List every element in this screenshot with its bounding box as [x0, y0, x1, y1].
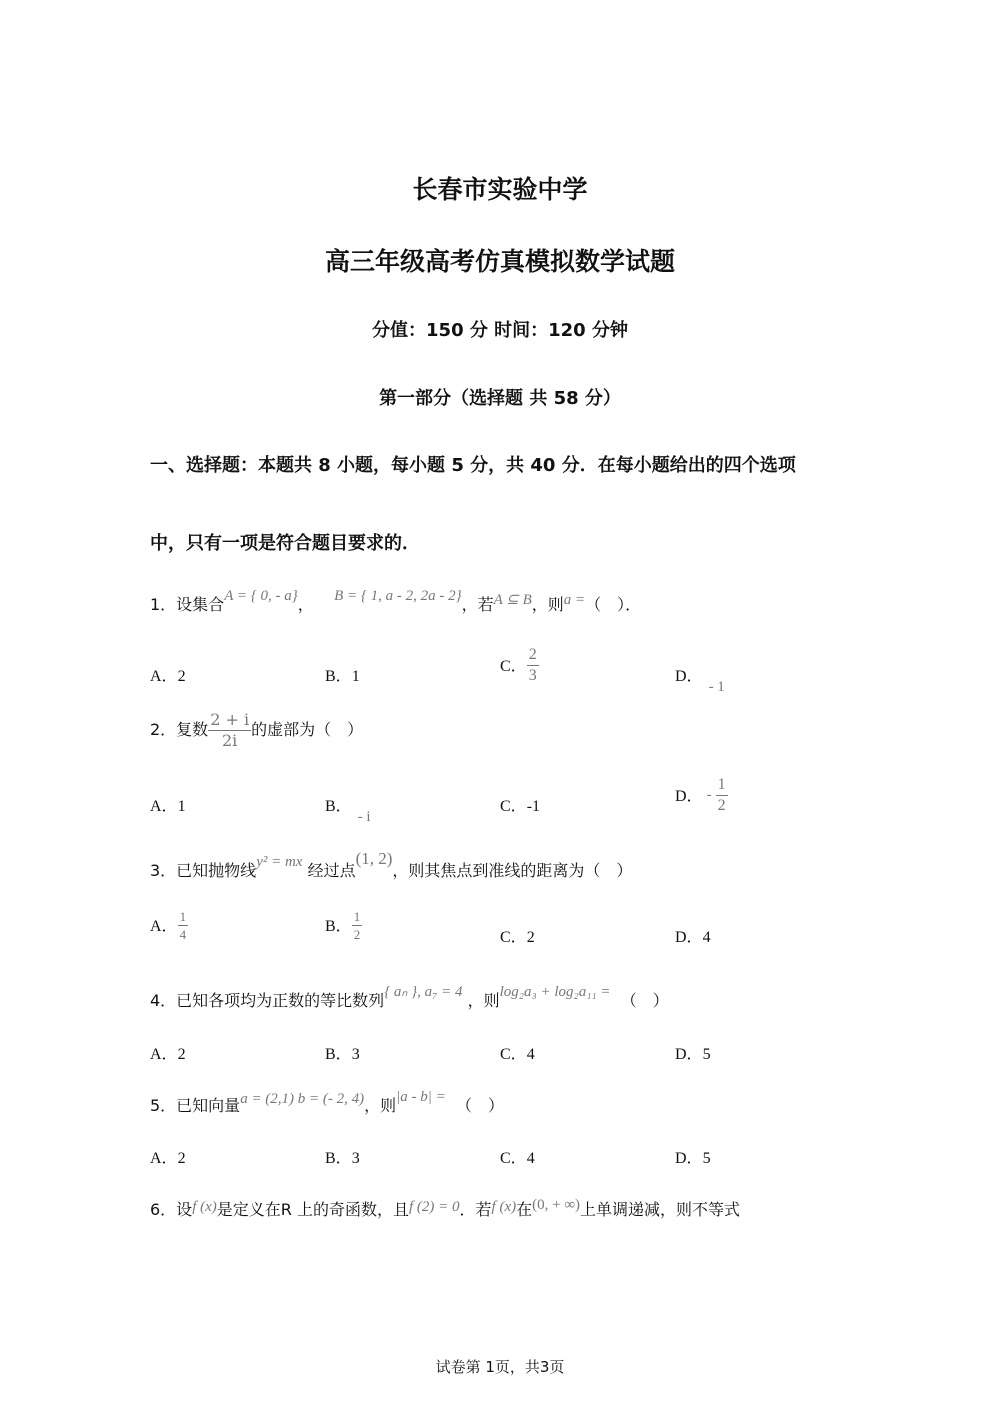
q6-interval: (0, + ∞) [532, 1197, 581, 1213]
q3-option-a[interactable]: A． $\frac{1}{4}$ [150, 909, 187, 942]
q1-sep1: ， [297, 595, 314, 614]
q1-sep2: ，若 [461, 595, 494, 614]
q5-option-a[interactable]: A．2 [150, 1150, 186, 1167]
question-2 [150, 712, 363, 749]
question-5 [150, 1089, 504, 1116]
q3-stem: 3．已知抛物线 [150, 861, 257, 880]
fraction: $\frac{1}{2}$ [353, 909, 361, 942]
q2-option-d[interactable]: D． - $\frac{1}{2}$ [675, 776, 726, 814]
q5-vectors: a = (2,1) b = (- 2, 4) [240, 1091, 365, 1107]
q2-fraction: $\frac{2 + i}{2i}$ [210, 710, 250, 750]
q5-tail: （ ） [455, 1096, 504, 1115]
part-one-heading: 第一部分（选择题 共 58 分） [379, 388, 621, 409]
q6-fx2: f (x) [491, 1199, 517, 1215]
q4-option-b[interactable]: B．3 [325, 1046, 360, 1063]
q5-option-b[interactable]: B．3 [325, 1150, 360, 1167]
q1-option-b[interactable]: B．1 [325, 668, 360, 685]
question-3 [150, 849, 633, 881]
section-instruction-line1: 一、选择题：本题共 8 小题，每小题 5 分，共 40 分．在每小题给出的四个选项 [150, 455, 796, 476]
q1-set-a: A = { 0, - a} [224, 588, 298, 604]
q3-point: (1, 2) [355, 849, 393, 868]
q5-option-c[interactable]: C．4 [500, 1150, 535, 1167]
score-time: 分值：150 分 时间：120 分钟 [372, 320, 628, 341]
q3-option-c[interactable]: C．2 [500, 929, 535, 946]
q1-tail: （ ）． [585, 595, 642, 614]
section-instruction-line2: 中，只有一项是符合题目要求的． [150, 533, 420, 554]
fraction: $\frac{2}{3}$ [528, 646, 537, 684]
q2-option-b[interactable]: B．- i [325, 798, 371, 825]
q1-option-d[interactable]: D．- 1 [675, 668, 725, 695]
q2-option-a[interactable]: A．1 [150, 798, 186, 815]
question-6 [150, 1197, 740, 1220]
question-1 [150, 588, 642, 615]
q5-option-d[interactable]: D．5 [675, 1150, 711, 1167]
q6-stem: 6．设 [150, 1200, 193, 1219]
q3-parabola: y² = mx [256, 854, 303, 870]
school-name: 长春市实验中学 [412, 175, 588, 204]
q2-tail: 的虚部为（ ） [251, 720, 364, 739]
q4-mid: ，则 [467, 991, 500, 1010]
q4-option-d[interactable]: D．5 [675, 1046, 711, 1063]
q4-log-expr: log₂a₃ + log₂a₁₁ = [499, 984, 611, 1000]
q3-option-d[interactable]: D．4 [675, 929, 711, 946]
q3-tail: ，则其焦点到准线的距离为（ ） [392, 861, 633, 880]
q1-sep3: ，则 [531, 595, 564, 614]
q4-sequence: { aₙ }, a₇ = 4 [384, 984, 463, 1000]
q3-option-b[interactable]: B． $\frac{1}{2}$ [325, 909, 361, 942]
q4-option-c[interactable]: C．4 [500, 1046, 535, 1063]
q2-stem: 2．复数 [150, 720, 209, 739]
fraction: $\frac{1}{2}$ [717, 776, 726, 814]
q6-mid1: 是定义在R 上的奇函数，且 [216, 1200, 409, 1219]
q1-a-eq: a = [563, 592, 586, 608]
q6-tail: 上单调递减，则不等式 [580, 1200, 741, 1219]
q4-option-a[interactable]: A．2 [150, 1046, 186, 1063]
page-footer: 试卷第 1页，共3页 [435, 1358, 565, 1376]
fraction: $\frac{1}{4}$ [179, 909, 187, 942]
q6-mid3: 在 [516, 1200, 533, 1219]
q4-stem: 4．已知各项均为正数的等比数列 [150, 991, 385, 1010]
exam-title: 高三年级高考仿真模拟数学试题 [324, 247, 675, 276]
q1-subset: A ⊆ B [493, 592, 532, 608]
q1-option-a[interactable]: A．2 [150, 668, 186, 685]
q6-f2: f (2) = 0 [408, 1199, 460, 1215]
q5-norm: |a - b| = [396, 1089, 446, 1105]
q2-option-c[interactable]: C．-1 [500, 798, 541, 815]
q1-stem: 1．设集合 [150, 595, 225, 614]
q1-set-b: B = { 1, a - 2, 2a - 2} [334, 588, 462, 604]
q6-mid2: ．若 [459, 1200, 492, 1219]
q4-tail: （ ） [620, 991, 669, 1010]
q1-option-c[interactable]: C． $\frac{2}{3}$ [500, 646, 537, 684]
q3-mid: 经过点 [307, 861, 356, 880]
question-4 [150, 984, 669, 1011]
q6-fx: f (x) [192, 1199, 217, 1215]
q5-mid: ，则 [364, 1096, 397, 1115]
q5-stem: 5．已知向量 [150, 1096, 241, 1115]
